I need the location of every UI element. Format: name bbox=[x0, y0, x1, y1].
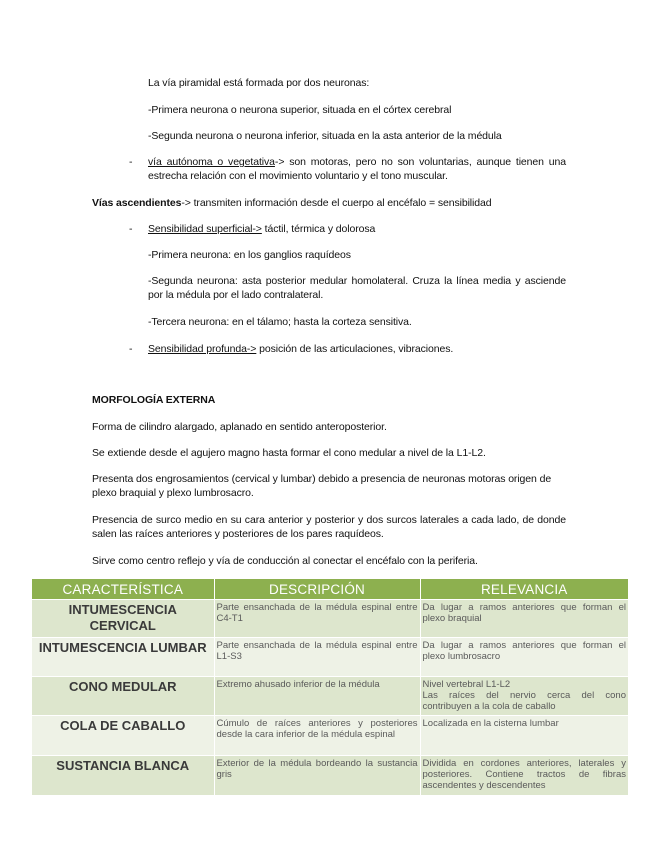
cell-relevance: Nivel vertebral L1-L2 Las raíces del nervio cerca del cono contribuyen a la cola de caballo bbox=[420, 677, 628, 716]
paragraph-vias-ascendientes bbox=[92, 196, 572, 210]
table-row bbox=[32, 600, 628, 638]
paragraph-via-autonoma bbox=[148, 155, 566, 183]
bullet-dash: - bbox=[129, 343, 133, 355]
link-via-autonoma: vía autónoma o vegetativa bbox=[148, 156, 275, 168]
paragraph-sensibilidad-superficial bbox=[148, 222, 568, 236]
cell-name: COLA DE CABALLO bbox=[32, 716, 214, 756]
cell-description: Parte ensanchada de la médula espinal entre L1-S3 bbox=[214, 638, 420, 677]
text-sensibilidad-superficial: táctil, térmica y dolorosa bbox=[261, 223, 376, 235]
heading-vias-ascendientes: Vías ascendientes bbox=[92, 197, 182, 209]
cell-name: CONO MEDULAR bbox=[32, 677, 214, 716]
paragraph-forma: Forma de cilindro alargado, aplanado en sentido anteroposterior. bbox=[92, 421, 387, 433]
table-row bbox=[32, 677, 628, 716]
cell-name: INTUMESCENCIA LUMBAR bbox=[32, 638, 214, 677]
paragraph-surcos: Presencia de surco medio en su cara anterior y posterior y dos surcos laterales a cada lado, de donde salen las raíces anteriores y posteriores de los pares raquídeos. bbox=[92, 514, 566, 540]
cell-description: Extremo ahusado inferior de la médula bbox=[214, 677, 420, 716]
cell-relevance: Da lugar a ramos anteriores que forman el plexo lumbrosacro bbox=[420, 638, 628, 677]
cell-relevance: Localizada en la cisterna lumbar bbox=[420, 716, 628, 756]
cell-name: INTUMESCENCIA CERVICAL bbox=[32, 600, 214, 638]
paragraph-extension: Se extiende desde el agujero magno hasta formar el cono medular a nivel de la L1-L2. bbox=[92, 447, 486, 459]
column-header-descripcion: DESCRIPCIÓN bbox=[214, 579, 420, 600]
characteristics-table bbox=[32, 579, 628, 795]
cell-description: Exterior de la médula bordeando la sustancia gris bbox=[214, 756, 420, 795]
cell-relevance: Dividida en cordones anteriores, laterales y posteriores. Contiene tractos de fibras ascendentes y descendentes bbox=[420, 756, 628, 795]
text-vias-ascendientes: -> transmiten información desde el cuerpo al encéfalo = sensibilidad bbox=[181, 197, 492, 209]
paragraph-centro-reflejo: Sirve como centro reflejo y vía de conducción al conectar el encéfalo con la periferia. bbox=[92, 555, 478, 567]
cell-description: Cúmulo de raíces anteriores y posteriores desde la cara inferior de la médula espinal bbox=[214, 716, 420, 756]
paragraph-primera-neurona-motora: -Primera neurona o neurona superior, situada en el córtex cerebral bbox=[148, 104, 452, 116]
section-heading-morfologia: MORFOLOGÍA EXTERNA bbox=[92, 394, 216, 406]
bullet-dash: - bbox=[129, 156, 133, 168]
table-row bbox=[32, 638, 628, 677]
link-sensibilidad-superficial: Sensibilidad superficial-> bbox=[148, 223, 262, 235]
cell-description: Parte ensanchada de la médula espinal entre C4-T1 bbox=[214, 600, 420, 638]
column-header-caracteristica: CARACTERÍSTICA bbox=[32, 579, 214, 600]
text-sensibilidad-profunda: posición de las articulaciones, vibraciones. bbox=[256, 343, 454, 355]
paragraph-segunda-neurona-motora: -Segunda neurona o neurona inferior, situada en la asta anterior de la médula bbox=[148, 130, 502, 142]
bullet-dash: - bbox=[129, 223, 133, 235]
paragraph-tercera-neurona-sensitiva: -Tercera neurona: en el tálamo; hasta la corteza sensitiva. bbox=[148, 316, 412, 328]
column-header-relevancia: RELEVANCIA bbox=[420, 579, 628, 600]
table-row bbox=[32, 756, 628, 795]
cell-relevance: Da lugar a ramos anteriores que forman el plexo braquial bbox=[420, 600, 628, 638]
text-via-autonoma: -> son motoras, pero no son voluntarias, aunque tienen una estrecha relación con el movimiento voluntario y el tono muscular. bbox=[148, 156, 567, 182]
paragraph-segunda-neurona-sensitiva: -Segunda neurona: asta posterior medular homolateral. Cruza la línea media y asciende por la médula por el lado contralateral. bbox=[148, 275, 566, 301]
table-header-row bbox=[32, 579, 628, 600]
paragraph-piramidal-intro: La vía piramidal está formada por dos neuronas: bbox=[148, 77, 370, 89]
paragraph-sensibilidad-profunda bbox=[148, 342, 568, 356]
link-sensibilidad-profunda: Sensibilidad profunda-> bbox=[148, 343, 257, 355]
paragraph-engrosamientos: Presenta dos engrosamientos (cervical y lumbar) debido a presencia de neuronas motoras origen de plexo braquial y plexo lumbrosacro. bbox=[92, 473, 552, 499]
table-row bbox=[32, 716, 628, 756]
cell-name: SUSTANCIA BLANCA bbox=[32, 756, 214, 795]
paragraph-primera-neurona-sensitiva: -Primera neurona: en los ganglios raquídeos bbox=[148, 249, 351, 261]
